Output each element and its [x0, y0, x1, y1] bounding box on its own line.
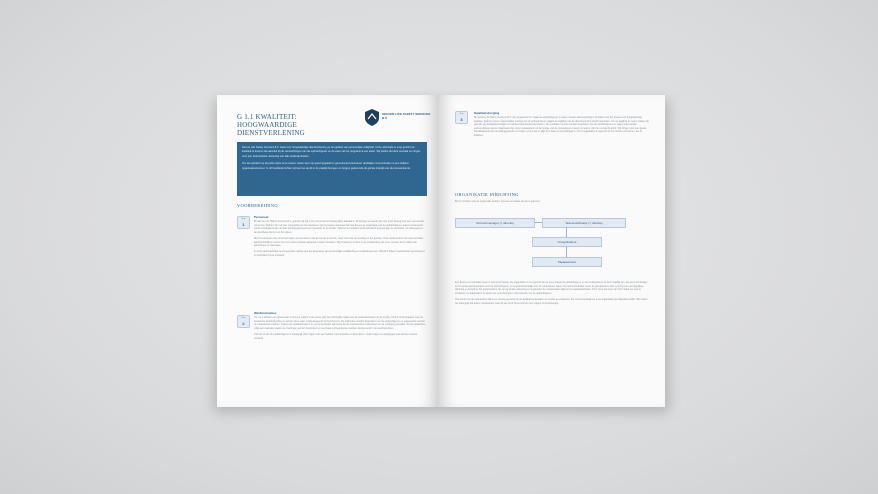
section-heading: ORGANISATIE INRICHTING [455, 192, 519, 197]
step-badge [237, 315, 250, 328]
org-node-accountmanager: Accountmanager (= directie) [455, 218, 535, 228]
right-page [438, 95, 665, 407]
step-text: Bij Secure Life Safety Services B.V. zijn wij gewend om naast de opdrachtgever te staan. Goede samenwerking is de basis voor het leveren van hoogwaardige kwaliteit. Daarom voeren wij periodiek overleg met de opdrachtgever waarin de kwaliteit van de dienstverlening wordt besproken. Om de kwaliteit te meten maken wij gebruik van kwaliteitsmetingen en klanttevredenheidsonderzoeken. De resultaten hiervan worden besproken met de opdrachtgever en waar nodig worden verbeteracties ingezet. Daarnaast zijn onze medewerkers op de hoogte van de procedures en weten zij wat er van hen verwacht wordt. Wij zorgen voor een goede bereikbaarheid van de leidinggevende en zorgen ervoor dat er altijd een back-up beschikbaar is. Onze organisatie is ingericht op het continu verbeteren van de kwaliteit. [474, 116, 649, 137]
intro-paragraph: Om de opdracht op de juiste wijze uit te voeren zetten wij in op goed opgeleid en gemotiveerd personeel, duidelijke communicatie en een heldere organisatiestructuur. In dit hoofdstuk lichten wij toe hoe wij dit in de praktijk brengen en borgen gedurende de gehele looptijd van de overeenkomst. [242, 162, 411, 170]
paragraph: Bij Secure Life Safety Services B.V. geloven wij dat onze personeel het belangrijkste kapitaal is. Ervaringen en kennis zijn van groot belang voor een succesvolle uitvoering. Daarom zijn wij zeer zorgvuldig met het selecteren van het juiste personeel dat past binnen de organisatie van de opdrachtgever. Iedere medewerker wordt voorafgaand aan de start grondig gescreend en ingewerkt op de locatie. Tijdens het inwerken wordt aandacht besteed aan de werkwijze, de huisregels en de specifieke risico's van het object. [254, 220, 425, 234]
step-number: 3 [460, 117, 463, 122]
left-page [217, 95, 438, 407]
paragraph: Ook wordt met de teamleiders altijd een overleg gevoerd om de kwaliteit te bewaken en verder te verbeteren. De communicatielijnen in de organisatie zijn daardoor helder. Wij vinden het belangrijk dat iedere medewerker weet bij wie hij of zij terecht kan met vragen of opmerkingen. [455, 297, 648, 305]
step-label: Stap [241, 218, 246, 220]
section-intro: Bij het inrichten van de organisatie hebben wij voor een platte structuur gekozen: [455, 200, 541, 203]
step-number: 1 [242, 222, 245, 227]
intro-paragraph: Secure Life Safety Services B.V. staat voor hoogwaardige dienstverlening op het gebied van persoonlijke veiligheid. Onze werkwijze is erop gericht om kwaliteit te leveren die aansluit bij de verwachtingen van de opdrachtgever en de eisen uit het programma van eisen. Wij stellen de klant centraal en zorgen voor een betrouwbare uitvoering van alle werkzaamheden. [242, 146, 421, 158]
page-title: G 1.1 KWALITEIT: HOOGWAARDIGE DIENSTVERLENING [237, 113, 305, 137]
org-node-teamcoordinator: Teamcoördinator (= directie) [542, 218, 626, 228]
step-label: Stap [459, 113, 464, 115]
paragraph: Ook de rol van de opdrachtgever is belangrijk. Wij zorgen voor een heldere communicatie en korte lijnen, zodat vragen en wijzigingen snel kunnen worden verwerkt. [254, 332, 418, 340]
org-node-groepsleiders: Groepsleiders [532, 237, 602, 247]
logo-text: SECURE LIFE SAFETY SERVICES B.V. [382, 112, 431, 120]
step-text [254, 220, 426, 260]
paragraph: Bij het selecteren van personeel kijken wij niet alleen naar de kennis en kunde, maar ook naar de houding en het gedrag. Onze medewerkers zijn representatief, klantvriendelijk en weten hoe zij in iedere situatie adequaat moeten handelen. Wij investeren continu in de ontwikkeling van onze mensen door middel van opleidingen en trainingen. [254, 236, 424, 248]
paragraph: In deze personeelsfase is er bovendien ruimte voor het bespreken van persoonlijke ontwikkeling en loopbaanwensen. Hierdoor blijven medewerkers gemotiveerd en betrokken bij de opdracht. [254, 250, 425, 257]
body-text [455, 281, 648, 308]
paragraph: Om op 1 oktober een goede start te kunnen maken is de eerste stap het inzichtelijk maken van de werkzaamheden op de locatie. Hierbij wordt gekeken naar de bestaande werkinstructies en worden deze waar nodig aangevuld of herschreven. De instructies worden besproken met de opdrachtgever en vastgesteld voordat de medewerkers starten. Tijdens de opstartperiode is er een projectleider aanwezig die de medewerkers ondersteunt en de voortgang bewaakt. Na de opstartfase volgt een evaluatie waarin de ervaringen worden besproken en eventuele verbeterpunten worden doorgevoerd in de werkinstructies. [254, 316, 426, 330]
step-text [254, 316, 426, 343]
step-title: Werkinstructies [254, 311, 277, 315]
step-badge [237, 216, 250, 229]
step-number: 2 [242, 321, 245, 326]
intro-band [237, 142, 427, 196]
shield-logo-icon [365, 109, 379, 126]
step-title: Personeel [254, 215, 269, 219]
section-heading: VOORBEREIDING [237, 203, 278, 208]
step-label: Stap [241, 317, 246, 319]
paragraph: Een flexibel en betrokken team is van groot belang. De organisatie is zo ingericht dat de lijnen tussen de opdrachtgever en de medewerkers zo kort mogelijk zijn. De accountmanager is het eerste aanspreekpunt voor de opdrachtgever en is verantwoordelijk voor de contractuele zaken. De teamcoördinator stuurt de groepsleiders aan en zorgt voor de dagelijkse planning en bezetting. De groepsleiders zijn op de locatie aanwezig en begeleiden de medewerkers tijdens hun werkzaamheden. Door deze structuur zijn wij in staat om snel te schakelen en adequaat in te spelen op veranderingen in de behoefte van de opdrachtgever. [455, 281, 648, 295]
org-node-medewerkers: Medewerkers [532, 257, 602, 267]
step-title: Kwaliteitsborging [474, 111, 500, 115]
step-badge [455, 111, 468, 124]
